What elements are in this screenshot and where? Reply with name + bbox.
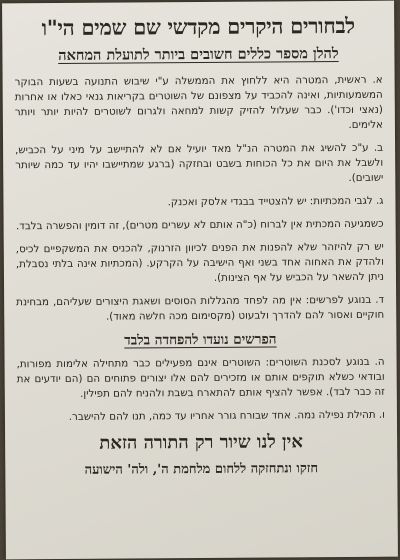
paragraph-f: ו. תהילת נפילה נמה. אחד שבורח גורר אחריו עד כמה, תנו להם להישבר.	[68, 408, 385, 423]
flyer-content	[2, 1, 397, 479]
closing-line: חזקו ונתחזקה ללחום מלחמת ה', ולה' הישועה	[84, 461, 319, 478]
section-heading: הפרשים נועדו להפחדה בלבד	[124, 331, 277, 349]
paragraph-b: ב. ע"כ להשיג את המטרה הנ"ל מאד יועיל אם לא להתיישב על מיני על הכביש, ולשבל את היום את כל הכוחות בשבט ובחזקה (ברגע שמתיישבו יהיו עד כמה שיותר ישובים).	[15, 141, 384, 184]
final-line: אין לנו שיור רק התורה הזאת	[99, 431, 303, 454]
paragraph-c-3: יש רק להיזהר שלא להפנות את הפנים לכיוון הזרנוק, להכניס את המשקפיים לכיס, ולהדק את האחוה אחד בשני ואף הישיבה על הקרקע. (המכתיות אינה בלתי נסבלת, ניתן להשאר על הכביש על אף הצינות).	[15, 240, 385, 284]
paragraph-d: ד. בנוגע לפרשים: אין מה לפחד מהגללות הסוסים ושאגת היצורים שעליהם, מבחינת חוקיים ואסור להם להדרך ולבעוט (מקסימום מכה חלשה מאוד).	[16, 293, 385, 323]
flyer-subtitle: להלן מספר כללים חשובים ביותר לתועלת המחאה	[58, 45, 339, 64]
paragraph-a: א. ראשית, המטרה היא ללחוץ את הממשלה ע"י שיבוש התנועה בשעות הבוקר המשמעותיות, ואינה להכביד על מצפונם של השוטרים בקריאות גנאי כאלו או אחרות (נאצי וכדו'). כבר שעלול להזיק קשות למחאה ולגרום לשוטרים להיות יותר ויותר אלימים.	[14, 73, 383, 131]
paragraph-c-2: כשמגיעה המכתית אין לברוח (כ"ה אותם לא עשרים מטרים), זה דומין והפשרה בלבד.	[15, 217, 384, 233]
flyer-title: לבחורים היקרים מקדשי שם שמים הי"ו	[41, 12, 355, 41]
paragraph-c: ג. לגבי המכתיות: יש להצטייד בבגדי אלסק ואכנק.	[167, 194, 384, 209]
paragraph-e: ה. בנוגע לסכנת השוטרים: השוטרים אינם מפעילים כבר מתחילה אלימות מפורות, ובודאי כשלא תוקפים אותם או מזכירים להם אלו יצורים פתוחים הם (הם יודעים את זה כבר לבד). אפשר להציף אותם להתארח בשבת ולהניח להם תפילין.	[16, 355, 385, 400]
flyer-sheet	[2, 1, 398, 560]
